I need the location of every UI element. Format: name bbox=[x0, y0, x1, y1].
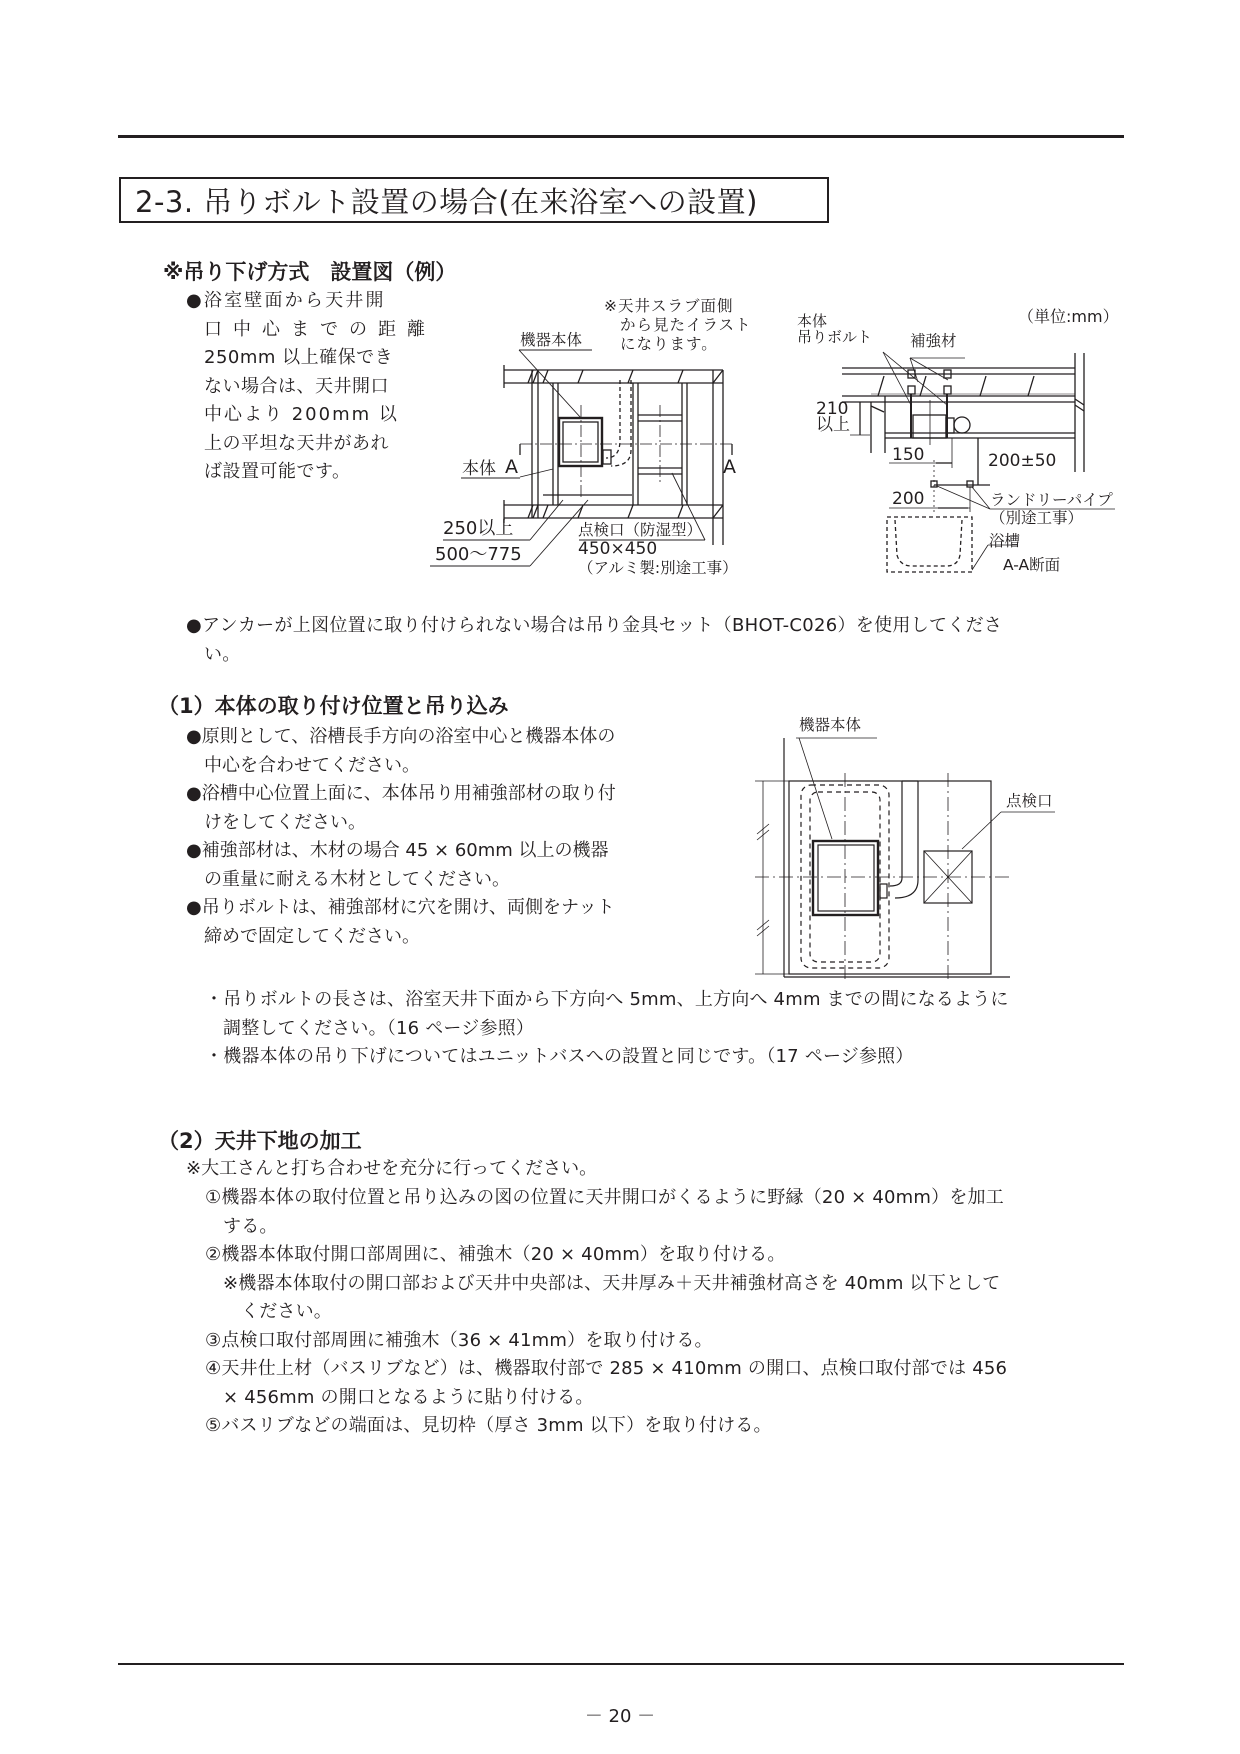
dim-note: 以上 bbox=[816, 415, 850, 435]
step-line: ※機器本体取付の開口部および天井中央部は、天井厚み＋天井補強材高さを 40mm 以下として bbox=[223, 1272, 1001, 1294]
bullet-line: 中心を合わせてください。 bbox=[204, 754, 420, 776]
page-number: － 20 － bbox=[584, 1706, 656, 1727]
note-line: ●アンカーが上図位置に取り付けられない場合は吊り金具セット（BHOT-C026）を使用してくださ bbox=[186, 615, 1003, 636]
step-line: × 456mm の開口となるように貼り付ける。 bbox=[223, 1386, 594, 1408]
section-mark-right: A bbox=[723, 456, 736, 478]
note-line: から見たイラスト bbox=[620, 316, 752, 334]
access-panel-label: 点検口（防湿型） bbox=[578, 521, 703, 539]
label-access-panel: 点検口 bbox=[1006, 792, 1053, 810]
note-line: ・機器本体の吊り下げについてはユニットバスへの設置と同じです。（17 ページ参照） bbox=[205, 1046, 914, 1067]
part1-heading: （1）本体の取り付け位置と吊り込み bbox=[158, 694, 509, 718]
label-line: ランドリーパイプ bbox=[990, 491, 1113, 509]
bullet-line: けをしてください。 bbox=[204, 811, 366, 833]
step-line: する。 bbox=[223, 1215, 278, 1237]
label-reinforcement: 補強材 bbox=[910, 332, 957, 350]
label-body-a: 本体 bbox=[462, 459, 496, 479]
bullet-line: ●浴槽中心位置上面に、本体吊り用補強部材の取り付 bbox=[186, 783, 616, 804]
step-item bbox=[205, 1241, 1007, 1270]
bullet-line: 締めで固定してください。 bbox=[204, 925, 420, 947]
note-line: 250mm 以上確保でき bbox=[204, 347, 394, 368]
unit-label: （単位:mm） bbox=[1018, 307, 1119, 326]
note-item bbox=[205, 986, 1009, 1043]
bullet-line: ●原則として、浴槽長手方向の浴室中心と機器本体の bbox=[186, 726, 616, 747]
note-line: ば設置可能です。 bbox=[204, 461, 351, 482]
dim-500-775: 500〜775 bbox=[435, 544, 522, 565]
part2-steps bbox=[205, 1184, 1007, 1441]
label-line: （別途工事） bbox=[990, 509, 1084, 527]
step-line: ③点検口取付部周囲に補強木（36 × 41mm）を取り付ける。 bbox=[205, 1329, 713, 1351]
section-title: 2-3. 吊りボルト設置の場合(在来浴室への設置) bbox=[119, 177, 829, 223]
access-panel-material: （アルミ製:別途工事） bbox=[578, 559, 738, 577]
step-item bbox=[205, 1412, 1007, 1441]
part2-heading: （2）天井下地の加工 bbox=[158, 1129, 362, 1153]
dim-150: 150 bbox=[892, 445, 925, 465]
label-line: 本体 bbox=[797, 312, 828, 330]
install-example-heading: ※吊り下げ方式 設置図（例） bbox=[163, 260, 457, 284]
step-item bbox=[205, 1327, 1007, 1356]
note-line: ※天井スラブ面側 bbox=[604, 297, 734, 315]
dim-200-pm-50: 200±50 bbox=[988, 451, 1057, 471]
step-item bbox=[205, 1184, 1007, 1241]
dim-value: 210 bbox=[816, 399, 849, 419]
step-line: ②機器本体取付開口部周囲に、補強木（20 × 40mm）を取り付ける。 bbox=[205, 1244, 786, 1265]
bullet-line: ●補強部材は、木材の場合 45 × 60mm 以上の機器 bbox=[186, 840, 609, 861]
dim-250-min: 250以上 bbox=[443, 518, 514, 539]
note-line: 調整してください。（16 ページ参照） bbox=[223, 1017, 535, 1039]
label-bathtub: 浴槽 bbox=[989, 532, 1021, 550]
step-line: ④天井仕上材（バスリブなど）は、機器取付部で 285 × 410mm の開口、点検口取付部では 456 bbox=[205, 1358, 1008, 1379]
label-unit-body: 機器本体 bbox=[520, 331, 583, 349]
access-panel-size: 450×450 bbox=[578, 539, 658, 559]
step-line: ①機器本体の取付位置と吊り込みの図の位置に天井開口がくるように野縁（20 × 40mm）を加工 bbox=[205, 1187, 1004, 1208]
note-line: い。 bbox=[204, 643, 241, 665]
section-caption: A-A断面 bbox=[1003, 556, 1061, 574]
step-subnote bbox=[205, 1270, 1007, 1327]
note-line: になります。 bbox=[620, 335, 718, 353]
note-item bbox=[205, 1043, 1009, 1072]
section-mark-left: A bbox=[505, 456, 518, 478]
note-line: ・吊りボルトの長さは、浴室天井下面から下方向へ 5mm、上方向へ 4mm までの間になるように bbox=[205, 989, 1009, 1010]
step-line: ください。 bbox=[241, 1301, 332, 1322]
dim-200: 200 bbox=[892, 489, 925, 509]
step-item bbox=[205, 1355, 1007, 1412]
part2-intro: ※大工さんと打ち合わせを充分に行ってください。 bbox=[186, 1158, 598, 1179]
note-line: ない場合は、天井開口 bbox=[204, 375, 389, 397]
bullet-line: ●吊りボルトは、補強部材に穴を開け、両側をナット bbox=[186, 897, 615, 918]
step-line: ⑤バスリブなどの端面は、見切枠（厚さ 3mm 以下）を取り付ける。 bbox=[205, 1415, 772, 1436]
note-line: 上の平坦な天井があれ bbox=[204, 432, 389, 454]
part1-notes bbox=[205, 986, 1009, 1072]
label-unit-body: 機器本体 bbox=[799, 716, 862, 734]
note-line: 口中心までの距離 bbox=[204, 318, 436, 340]
label-line: 吊りボルト bbox=[797, 328, 873, 346]
note-line: ●浴室壁面から天井開 bbox=[186, 290, 386, 311]
note-line: 中心より 200mm 以 bbox=[204, 404, 399, 425]
bullet-line: の重量に耐える木材としてください。 bbox=[204, 868, 510, 890]
